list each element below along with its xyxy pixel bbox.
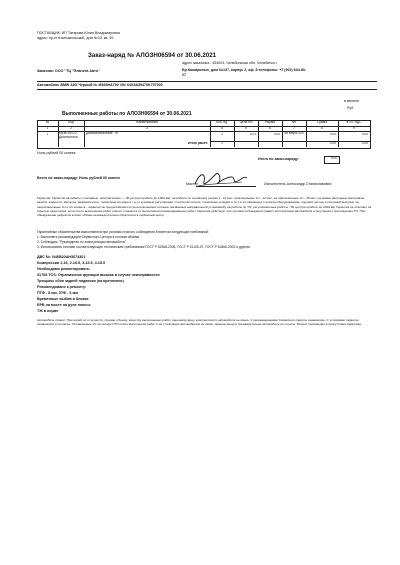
diagnostics-line: ПТФ - 8 мм, ЗТФ - 6 мм bbox=[37, 291, 79, 295]
works-total-sum: 0,00 bbox=[329, 142, 336, 145]
vehicle-info: Автомобиль BMW 320I Черный № М393НА790 VIN X4X8A39470K757000 bbox=[37, 83, 163, 87]
column-number: 6 bbox=[269, 127, 271, 130]
supplier-address: адрес: пр-кт Комсомольский, дом №33, кв. 59 bbox=[37, 36, 114, 40]
works-title: Выполненные работы по АЛОЗН06594 от 30.06.2021 bbox=[62, 111, 192, 117]
supplier-name: ИП Татарова Юлия Владимировна bbox=[61, 31, 120, 35]
row-sum: 0,00 bbox=[329, 133, 336, 136]
row-code: МЕ80.60.0 2 Диагностика bbox=[59, 132, 78, 139]
row-price: 0,01 bbox=[249, 133, 256, 136]
closing-text: Автомобиль принят. Претензий по отчетности, срокам, объему, качеству выполненных работ, внешнему виду, комплектности автомобиля не имею. С рекомендациями Сервисного Центра ознакомлен. С условиями гарантии ознакомлен и согласен. Оставленные з/ч на складе СТО после выполнения работ и их утилизации автомобилем не имею. Ценные вещи и предварительно автомобиле не изъяты. Ремонт произведен в присутствии заказчика. bbox=[37, 318, 362, 327]
master-name: Исполнитель Александр Станиславович bbox=[264, 182, 332, 186]
conformity-item: 3. Использовать топливо соответствующее техническим требованиям ГОСТ Р 52368-2005, ГОСТ Р 51105-97, ГОСТ Р 51866-2002 и другим. bbox=[37, 245, 251, 249]
table-header: в т.ч. НДС bbox=[346, 121, 362, 124]
customer-address-line1: адрес заказчика : 454003, Челябинская обл, Челябинск г, bbox=[182, 61, 278, 65]
diagnostics-line: Рекомендовано к ремонту: bbox=[37, 285, 87, 289]
customer-label: Заказчик: bbox=[37, 69, 55, 73]
customer-line bbox=[37, 69, 100, 73]
diagnostics-line: Временные выбив в блоках bbox=[37, 297, 89, 301]
column-number: 3 bbox=[146, 127, 148, 130]
column-number: 2 bbox=[70, 127, 72, 130]
column-number: 9 bbox=[353, 127, 355, 130]
summary-label: Итого по заказ-наряду: bbox=[258, 157, 299, 161]
row-number: 1 bbox=[46, 133, 49, 136]
diagnostics-line: Трещины сбоя задней подвески (на крепление) bbox=[37, 279, 124, 283]
table-header: Наименование bbox=[135, 121, 159, 124]
row-qty: 1 bbox=[221, 133, 223, 136]
customer-address-line2: Бр.Кашириных, дом №137, корпус 2, оф. 8 телефоны: +7 (902) 604-80- bbox=[182, 68, 307, 72]
works-total-vat: 0,00 bbox=[361, 142, 368, 145]
customer-name: ООО "ТЦ "Планета Авто" bbox=[55, 69, 100, 73]
divider bbox=[37, 81, 377, 82]
diagnostics-line: ДВС №: N46B20AH3674301 bbox=[37, 255, 86, 259]
diagnostics-line: ТЖ в норме bbox=[37, 309, 59, 313]
column-number: 7 bbox=[293, 127, 295, 130]
column-number: 8 bbox=[321, 127, 323, 130]
works-total-qty: 1 bbox=[221, 142, 223, 145]
diagnostics-line: 31708 TCS: Ограничение функции вызова в случае неисправности bbox=[37, 273, 160, 277]
works-words-note: Ноль рублей 00 копеек bbox=[37, 151, 76, 155]
table-header: Норма bbox=[265, 121, 275, 124]
diagnostics-line: ЕРВ на мосте на руле плюсы bbox=[37, 303, 91, 307]
column-number: 1 bbox=[46, 127, 49, 130]
conformity-title: Гарантийные обязательства выполняются при условии строгого соблюдения Клиентом следующих требований: bbox=[37, 230, 209, 234]
conformity-item: 2. Соблюдать "Руководство по эксплуатации автомобиля". bbox=[37, 240, 127, 244]
master-label: Мастер bbox=[186, 182, 199, 186]
column-number: 4 bbox=[221, 127, 223, 130]
row-norm: 0,00 bbox=[273, 133, 280, 136]
conformity-item: 1. Выполнять рекомендации Сервисного Центра в полном объеме. bbox=[37, 235, 141, 239]
table-header: Код bbox=[68, 121, 74, 124]
summary-words: Всего по заказ-наряду: Ноль рублей 00 копеек bbox=[37, 176, 120, 180]
customer-address-line3: 27 bbox=[182, 73, 186, 77]
summary-value: 0,00 bbox=[330, 157, 337, 160]
row-vat: 0,00 bbox=[361, 133, 368, 136]
divider bbox=[37, 89, 377, 90]
column-number: 5 bbox=[245, 127, 247, 130]
currency-note-2: Руб bbox=[347, 106, 354, 110]
table-header: н/ч bbox=[291, 121, 297, 124]
works-total-label: Итого работ: bbox=[187, 142, 208, 145]
guarantee-text: Гарантия: Гарантия на работы: слесарные, электрические — 30 дн.(при пробеге до 1000 км), на работы по основному ремонту - 12 мес, оригинальные з/ч - 12 мес, не оригинальные з/ч - 30 мес. на новые расходные материалы (масла, жидкости, фильтра, ремкомплекты, тормозные колодки и т.д.) с кузовные регулировки, стеклоочистители, тормозные колодки и т.п.) и з/ч связанных с электрооборудованием, ходовой частью и системой выпуска; на неоригинальные з/ч и з/ч клиента - гарантия не предоставляется (за исключением поломок, вызванных неправильной установкой), на работы по ТО, регулировочные работы - 30 дн.(при пробеге до 1000 км) Гарантия не отвечает за скрытые недостатки, если после выполнения работ клиент отказался от выполнения рекомендованных работ. Гарантия действует при условии соблюдения правил эксплуатации автомобиля и регулярного прохождения ТО. При обнаружении дефектов клиент обязан незамедлительно обратиться в сервисный центр. bbox=[37, 196, 372, 218]
row-nh: он Внути 200 bbox=[284, 132, 304, 135]
table-header: № bbox=[45, 121, 50, 124]
table-header: Кол. ед. bbox=[216, 121, 228, 124]
table-header: Цена н/ч bbox=[239, 121, 253, 124]
diagnostics-line: Компрессия 1-16, 2-16.5, 3-16.5, 4-15.5 bbox=[37, 261, 106, 265]
row-name: Диагностика trade - in bbox=[86, 132, 118, 135]
signature-graphic bbox=[192, 168, 250, 190]
table-header: Сумма bbox=[316, 121, 327, 124]
diagnostics-line: Необходимо ремонтировать: bbox=[37, 267, 91, 271]
order-title: Заказ-наряд № АЛОЗН06594 от 30.06.2021 bbox=[88, 52, 217, 59]
supplier-line bbox=[37, 31, 120, 35]
supplier-label: ПОСТАВЩИК: bbox=[37, 31, 61, 35]
currency-note-1: в валюте bbox=[344, 99, 360, 103]
